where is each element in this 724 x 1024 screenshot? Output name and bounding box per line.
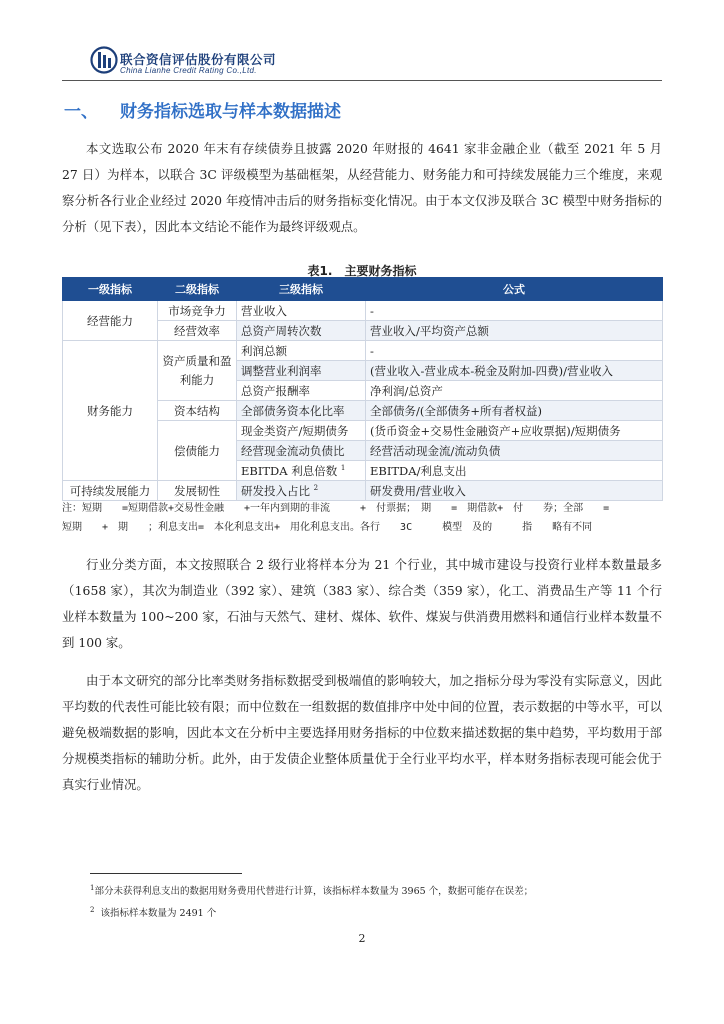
metric-cell: 总资产周转次数 <box>237 321 366 341</box>
level1-sustainable: 可持续发展能力 <box>63 481 158 501</box>
footnote-ref: 1 <box>340 463 346 472</box>
metric-cell: 总资产报酬率 <box>237 381 366 401</box>
header-divider <box>62 80 662 81</box>
formula-cell: 全部债务/(全部债务+所有者权益) <box>366 401 663 421</box>
table-note-line: 短期 + 期 ；利息支出= 本化利息支出+ 用化利息支出。各行 3C 模型 及的 指 略有不同 <box>62 522 593 533</box>
paragraph-intro: 本文选取公布 2020 年末有存续债券且披露 2020 年财报的 4641 家非金融企业（截至 2021 年 5 月 27 日）为样本，以联合 3C 评级模型为基础框架，从经营能力、财务能力和可持续发展能力三个维度，来观察分析各行业企业经过 2020 年疫情冲击后的财务指标变化情况。由于本文仅涉及联合 3C 模型中财务指标的分析（见下表），因此本文结论不能作为最终评级观点。 <box>62 141 662 234</box>
metric-cell: 经营现金流动负债比 <box>237 441 366 461</box>
paragraph-method: 由于本文研究的部分比率类财务指标数据受到极端值的影响较大，加之指标分母为零没有实际意义，因此平均数的代表性可能比较有限；而中位数在一组数据的数值排序中处中间的位置，表示数据的中等水平，可以避免极端数据的影响，因此本文在分析中主要选择用财务指标的中位数来描述数据的集中趋势，平均数用于部分规模类指标的辅助分析。此外，由于发债企业整体质量优于全行业平均水平，样本财务指标表现可能会优于真实行业情况。 <box>62 673 662 792</box>
table-note <box>62 499 662 537</box>
footnote-1 <box>90 883 533 897</box>
level1-operating: 经营能力 <box>63 301 158 341</box>
lianhe-logo-icon <box>90 46 118 74</box>
formula-cell: 营业收入/平均资产总额 <box>366 321 663 341</box>
metric-cell <box>237 481 366 501</box>
formula-cell: 研发费用/营业收入 <box>366 481 663 501</box>
formula-cell: (货币资金+交易性金融资产+应收票据)/短期债务 <box>366 421 663 441</box>
metric-text: 研发投入占比 <box>241 483 310 498</box>
metric-cell: 利润总额 <box>237 341 366 361</box>
table-row <box>63 481 663 501</box>
table-header-row <box>63 278 663 301</box>
header-formula: 公式 <box>366 278 663 301</box>
paragraph-industry: 行业分类方面，本文按照联合 2 级行业将样本分为 21 个行业，其中城市建设与投资行业样本数量最多（1658 家），其次为制造业（392 家）、建筑（383 家）、综合类（359 家），化工、消费品生产等 11 个行业样本数量为 100~200 家，石油与天然气、建材、煤体、软件、煤炭与供消费用燃料和通信行业样本数量不到 100 家。 <box>62 557 662 650</box>
level2-toughness: 发展韧性 <box>158 481 237 501</box>
footnote-mark: 2 <box>90 905 95 914</box>
metric-cell: 营业收入 <box>237 301 366 321</box>
footnote-text: 该指标样本数量为 2491 个 <box>100 908 217 919</box>
level2-capital: 资本结构 <box>158 401 237 421</box>
footnote-mark: 1 <box>90 883 95 892</box>
metric-cell: 现金类资产/短期债务 <box>237 421 366 441</box>
section-title: 财务指标选取与样本数据描述 <box>120 102 341 122</box>
metric-cell: 全部债务资本化比率 <box>237 401 366 421</box>
level2-solvency: 偿债能力 <box>158 421 237 481</box>
footnote-text: 部分未获得利息支出的数据用财务费用代替进行计算，该指标样本数量为 3965 个，数据可能存在误差； <box>94 886 534 897</box>
section-number: 一、 <box>64 102 98 122</box>
metric-text: EBITDA 利息倍数 <box>241 463 338 478</box>
financial-metrics-table <box>62 277 663 501</box>
formula-cell: EBITDA/利息支出 <box>366 461 663 481</box>
level2-asset-quality: 资产质量和盈利能力 <box>158 341 237 401</box>
level2-market: 市场竞争力 <box>158 301 237 321</box>
formula-cell: - <box>366 301 663 321</box>
footnote-ref: 2 <box>313 483 319 492</box>
level2-efficiency: 经营效率 <box>158 321 237 341</box>
footnote-2 <box>90 905 216 919</box>
formula-cell: 经营活动现金流/流动负债 <box>366 441 663 461</box>
formula-cell: 净利润/总资产 <box>366 381 663 401</box>
page-number: 2 <box>358 932 366 945</box>
metric-cell: 调整营业利润率 <box>237 361 366 381</box>
metric-cell <box>237 461 366 481</box>
header-level2: 二级指标 <box>158 278 237 301</box>
header-level3: 三级指标 <box>237 278 366 301</box>
table-note-line: 注：短期 =短期借款+交易性金融 +一年内到期的非流 + 付票据； 期 = 期借款+ 付 券；全部 = <box>62 503 610 514</box>
company-name-en: China Lianhe Credit Rating Co.,Ltd. <box>120 66 257 75</box>
formula-cell: (营业收入-营业成本-税金及附加-四费)/营业收入 <box>366 361 663 381</box>
formula-cell: - <box>366 341 663 361</box>
header-level1: 一级指标 <box>63 278 158 301</box>
table-caption: 表1. 主要财务指标 <box>307 264 417 278</box>
level1-financial: 财务能力 <box>63 341 158 481</box>
table-row <box>63 341 663 361</box>
table-row <box>63 301 663 321</box>
company-name-cn: 联合资信评估股份有限公司 <box>120 52 277 67</box>
footnote-divider <box>90 873 242 874</box>
